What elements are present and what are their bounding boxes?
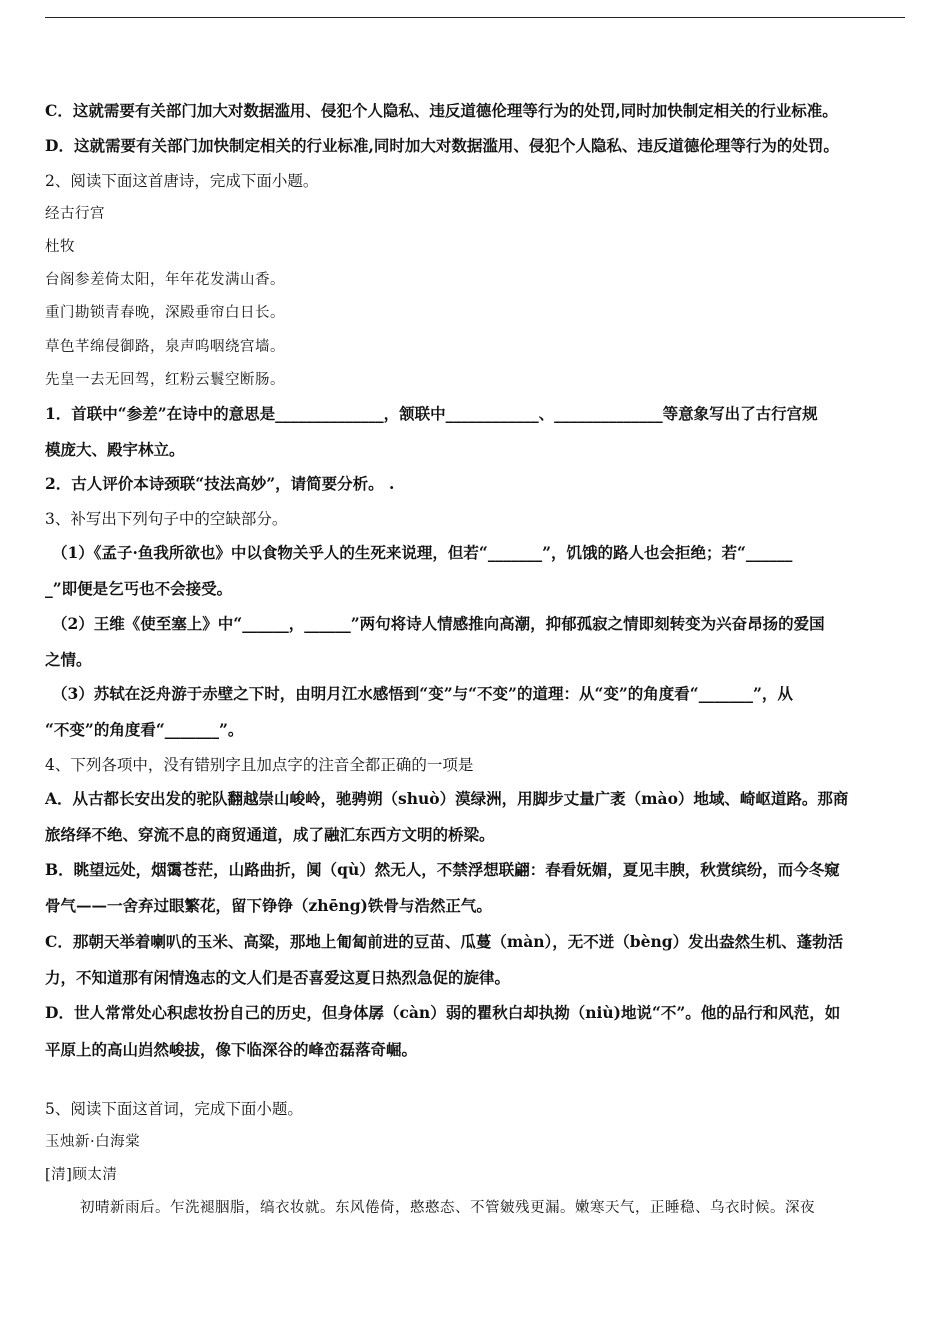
q3-item3-line1: （3）苏轼在泛舟游于赤壁之下时，由明月江水感悟到“变”与“不变”的道理：从“变”的角度看“_______”，从 xyxy=(52,684,793,703)
option-c-line: C．这就需要有关部门加大对数据滥用、侵犯个人隐私、违反道德伦理等行为的处罚,同时加快制定相关的行业标准。 xyxy=(45,101,838,120)
q4-option-c-line1: C．那朝天举着喇叭的玉米、高粱，那地上匍匐前进的豆苗、瓜蔓（màn），无不迸（bèng）发出盎然生机、蓬勃活 xyxy=(45,932,844,951)
poem-line-4: 先皇一去无回驾，红粉云鬟空断肠。 xyxy=(45,372,285,388)
q4-option-d-line1: D．世人常常处心积虑妆扮自己的历史，但身体孱（càn）弱的瞿秋白却执拗（niù)地说“不”。他的品行和风范，如 xyxy=(45,1003,841,1022)
option-d-line: D．这就需要有关部门加快制定相关的行业标准,同时加大对数据滥用、侵犯个人隐私、违反道德伦理等行为的处罚。 xyxy=(45,136,839,155)
q3-item2-line1: （2）王维《使至塞上》中“______，______”两句将诗人情感推向高潮，抑郁孤寂之情即刻转变为兴奋昂扬的爱国 xyxy=(52,614,825,633)
q4-option-c-line2: 力，不知道那有闲情逸志的文人们是否喜爱这夏日热烈急促的旋律。 xyxy=(45,968,511,987)
ci-title: 玉烛新·白海棠 xyxy=(45,1134,141,1150)
ci-text-line-1: 初晴新雨后。乍洗褪胭脂，缟衣妆就。东风倦倚，憨憨态、不管皴残更漏。嫩寒天气，正睡稳、乌衣时候。深夜 xyxy=(80,1200,815,1216)
question-4-heading: 4、下列各项中，没有错别字且加点字的注音全都正确的一项是 xyxy=(45,756,474,774)
poem-author: 杜牧 xyxy=(45,239,75,255)
ci-author: [清]顾太清 xyxy=(45,1167,118,1183)
q2-sub2: 2．古人评价本诗颈联“技法高妙”，请简要分析。 . xyxy=(45,474,395,493)
q3-item1-line1: （1）《孟子·鱼我所欲也》中以食物关乎人的生死来说理，但若“_______”，饥饿的路人也会拒绝；若“______ xyxy=(52,543,793,562)
poem-line-2: 重门勘锁青春晚，深殿垂帘白日长。 xyxy=(45,305,285,321)
q4-option-b-line2: 骨气——一舍弃过眼繁花，留下铮铮（zhēng)铁骨与浩然正气。 xyxy=(45,896,492,915)
q4-option-a-line2: 旅络绎不绝、穿流不息的商贸通道，成了融汇东西方文明的桥梁。 xyxy=(45,825,495,844)
q3-item1-line2: _”即便是乞丐也不会接受。 xyxy=(45,579,233,598)
q4-option-d-line2: 平原上的高山岿然峻拔，像下临深谷的峰峦磊落奇崛。 xyxy=(45,1040,418,1059)
poem-line-3: 草色芊绵侵御路，泉声呜咽绕宫墙。 xyxy=(45,339,285,355)
q4-option-a-line1: A．从古都长安出发的驼队翻越崇山峻岭，驰骋朔（shuò）漠绿洲，用脚步丈量广袤（mào）地域、崎岖道路。那商 xyxy=(45,789,849,808)
question-3-heading: 3、补写出下列句子中的空缺部分。 xyxy=(45,510,288,528)
poem-title: 经古行宫 xyxy=(45,206,105,222)
q2-sub1-line2: 模庞大、殿宇林立。 xyxy=(45,440,185,459)
header-rule xyxy=(45,17,905,18)
q3-item2-line2: 之情。 xyxy=(45,650,92,669)
question-2-heading: 2、阅读下面这首唐诗，完成下面小题。 xyxy=(45,172,319,190)
question-5-heading: 5、阅读下面这首词，完成下面小题。 xyxy=(45,1100,303,1118)
q2-sub1-line1: 1．首联中“参差”在诗中的意思是______________，颔联中____________、______________等意象写出了古行宫规 xyxy=(45,404,818,423)
poem-line-1: 台阁参差倚太阳，年年花发满山香。 xyxy=(45,272,285,288)
q4-option-b-line1: B．眺望远处，烟霭苍茫，山路曲折，阒（qù）然无人，不禁浮想联翩：春看妩媚，夏见丰腴，秋赏缤纷，而今冬窥 xyxy=(45,860,840,879)
q3-item3-line2: “不变”的角度看“_______”。 xyxy=(45,720,244,739)
